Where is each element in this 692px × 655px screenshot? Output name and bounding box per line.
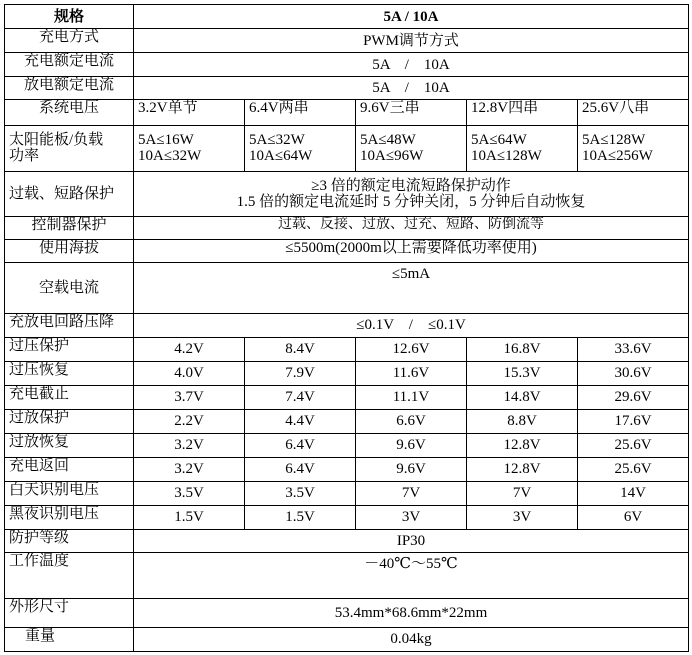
rated-charge-current-row — [5, 53, 689, 77]
threshold-cell: 6.6V — [356, 409, 467, 433]
threshold-row — [5, 505, 689, 529]
controller-protection-row — [5, 216, 689, 239]
charge-mode-value: PWM调节方式 — [134, 29, 689, 53]
system-voltage-cell: 12.8V四串 — [467, 99, 578, 125]
threshold-row — [5, 409, 689, 433]
charge-mode-label: 充电方式 — [5, 29, 134, 53]
threshold-row — [5, 337, 689, 361]
power-line: 5A≤32W — [249, 132, 305, 149]
panel-load-power-label-line1: 太阳能板/负载 — [9, 132, 104, 149]
threshold-cell: 9.6V — [356, 433, 467, 457]
system-voltage-cell: 6.4V两串 — [245, 99, 356, 125]
charge-mode-row — [5, 29, 689, 53]
threshold-cell: 3.5V — [134, 481, 245, 505]
threshold-cell: 9.6V — [356, 457, 467, 481]
threshold-cell: 7V — [467, 481, 578, 505]
threshold-cell: 4.2V — [134, 337, 245, 361]
power-line: 10A≤64W — [249, 148, 313, 165]
operating-temp-label: 工作温度 — [5, 552, 134, 598]
threshold-cell: 17.6V — [578, 409, 689, 433]
power-line: 10A≤32W — [138, 148, 202, 165]
protection-level-label: 防护等级 — [5, 529, 134, 552]
spec-table — [4, 4, 689, 652]
noload-current-row — [5, 262, 689, 313]
system-voltage-cell: 3.2V单节 — [134, 99, 245, 125]
threshold-cell: 6.4V — [245, 433, 356, 457]
controller-protection-value: 过载、反接、过放、过充、短路、防倒流等 — [134, 216, 689, 239]
threshold-label: 过放保护 — [5, 409, 134, 433]
threshold-label: 过放恢复 — [5, 433, 134, 457]
threshold-cell: 4.0V — [134, 361, 245, 385]
overload-protection-row — [5, 171, 689, 216]
threshold-row — [5, 457, 689, 481]
power-line: 5A≤16W — [138, 132, 194, 149]
panel-load-power-label-line2: 功率 — [9, 148, 40, 165]
overload-line2: 1.5 倍的额定电流延时 5 分钟关闭，5 分钟后自动恢复 — [236, 193, 586, 210]
panel-load-power-label — [5, 126, 134, 172]
protection-level-value: IP30 — [134, 529, 689, 552]
panel-load-power-cell — [467, 126, 578, 172]
overload-protection-value — [134, 171, 689, 216]
threshold-cell: 16.8V — [467, 337, 578, 361]
threshold-row — [5, 481, 689, 505]
dimensions-value: 53.4mm*68.6mm*22mm — [134, 598, 689, 627]
rated-charge-current-label: 充电额定电流 — [5, 53, 134, 77]
header-label: 规格 — [5, 5, 134, 29]
voltage-drop-label: 充放电回路压降 — [5, 313, 134, 337]
altitude-row — [5, 239, 689, 262]
threshold-cell: 3.7V — [134, 385, 245, 409]
threshold-cell: 6V — [578, 505, 689, 529]
threshold-label: 过压恢复 — [5, 361, 134, 385]
threshold-cell: 11.1V — [356, 385, 467, 409]
operating-temp-value: －40℃～55℃ — [134, 552, 689, 598]
altitude-label: 使用海拔 — [5, 239, 134, 262]
protection-level-row — [5, 529, 689, 552]
threshold-cell: 7V — [356, 481, 467, 505]
power-line: 5A≤128W — [582, 132, 646, 149]
power-line: 10A≤256W — [582, 148, 653, 165]
threshold-cell: 4.4V — [245, 409, 356, 433]
panel-load-power-cell — [356, 126, 467, 172]
threshold-cell: 33.6V — [578, 337, 689, 361]
threshold-cell: 1.5V — [134, 505, 245, 529]
threshold-cell: 14.8V — [467, 385, 578, 409]
rated-discharge-current-label: 放电额定电流 — [5, 77, 134, 100]
dimensions-label: 外形尺寸 — [5, 598, 134, 627]
threshold-cell: 30.6V — [578, 361, 689, 385]
operating-temp-row — [5, 552, 689, 598]
threshold-cell: 3.2V — [134, 433, 245, 457]
dimensions-row — [5, 598, 689, 627]
threshold-row — [5, 385, 689, 409]
threshold-label: 充电截止 — [5, 385, 134, 409]
controller-protection-label: 控制器保护 — [5, 216, 134, 239]
overload-line1: ≥3 倍的额定电流短路保护动作 — [311, 177, 511, 194]
rated-charge-current-value: 5A / 10A — [134, 53, 689, 77]
threshold-cell: 12.8V — [467, 433, 578, 457]
system-voltage-row — [5, 99, 689, 125]
threshold-cell: 12.8V — [467, 457, 578, 481]
threshold-cell: 11.6V — [356, 361, 467, 385]
noload-current-label: 空载电流 — [5, 262, 134, 313]
threshold-cell: 29.6V — [578, 385, 689, 409]
rated-discharge-current-value: 5A / 10A — [134, 77, 689, 100]
altitude-value: ≤5500m(2000m以上需要降低功率使用) — [134, 239, 689, 262]
voltage-drop-row — [5, 313, 689, 337]
threshold-cell: 3V — [467, 505, 578, 529]
threshold-cell: 7.4V — [245, 385, 356, 409]
power-line: 10A≤128W — [471, 148, 542, 165]
threshold-cell: 25.6V — [578, 433, 689, 457]
system-voltage-cell: 9.6V三串 — [356, 99, 467, 125]
threshold-label: 过压保护 — [5, 337, 134, 361]
panel-load-power-row — [5, 126, 689, 172]
threshold-cell: 3V — [356, 505, 467, 529]
power-line: 5A≤48W — [360, 132, 416, 149]
voltage-drop-value: ≤0.1V / ≤0.1V — [134, 313, 689, 337]
header-row — [5, 5, 689, 29]
threshold-cell: 8.8V — [467, 409, 578, 433]
power-line: 5A≤64W — [471, 132, 527, 149]
threshold-cell: 3.5V — [245, 481, 356, 505]
threshold-cell: 1.5V — [245, 505, 356, 529]
weight-value: 0.04kg — [134, 627, 689, 651]
threshold-label: 黑夜识别电压 — [5, 505, 134, 529]
threshold-cell: 3.2V — [134, 457, 245, 481]
rated-discharge-current-row — [5, 77, 689, 100]
threshold-row — [5, 433, 689, 457]
panel-load-power-cell — [134, 126, 245, 172]
power-line: 10A≤96W — [360, 148, 424, 165]
threshold-cell: 2.2V — [134, 409, 245, 433]
threshold-cell: 15.3V — [467, 361, 578, 385]
threshold-cell: 25.6V — [578, 457, 689, 481]
overload-protection-label: 过载、短路保护 — [5, 171, 134, 216]
weight-row — [5, 627, 689, 651]
panel-load-power-cell — [578, 126, 689, 172]
threshold-cell: 12.6V — [356, 337, 467, 361]
threshold-cell: 8.4V — [245, 337, 356, 361]
threshold-row — [5, 361, 689, 385]
header-value: 5A / 10A — [134, 5, 689, 29]
threshold-cell: 7.9V — [245, 361, 356, 385]
threshold-cell: 6.4V — [245, 457, 356, 481]
threshold-cell: 14V — [578, 481, 689, 505]
weight-label: 重量 — [5, 627, 134, 651]
system-voltage-cell: 25.6V八串 — [578, 99, 689, 125]
noload-current-value: ≤5mA — [134, 262, 689, 313]
threshold-label: 充电返回 — [5, 457, 134, 481]
system-voltage-label: 系统电压 — [5, 99, 134, 125]
threshold-label: 白天识别电压 — [5, 481, 134, 505]
panel-load-power-cell — [245, 126, 356, 172]
